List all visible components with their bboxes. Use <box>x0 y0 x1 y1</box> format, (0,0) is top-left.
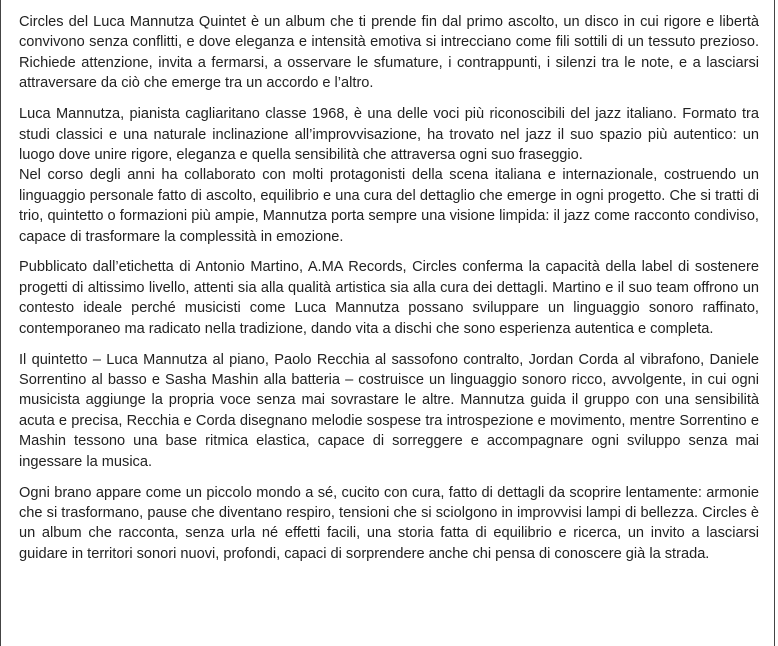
paragraph-biography: Luca Mannutza, pianista cagliaritano classe 1968, è una delle voci più riconoscibili del jazz italiano. Formato tra studi classici e una naturale inclinazione all’improvvisazione, ha trovato nel jazz il suo spazio più autentico: un luogo dove unire rigore, eleganza e quella sensibilità che attraversa ogni suo fraseggio. <box>19 106 759 163</box>
paragraph-tracks: Ogni brano appare come un piccolo mondo a sé, cucito con cura, fatto di dettagli da scoprire lentamente: armonie che si trasformano, pause che diventano respiro, tensioni che si sciolgono in improvvisi lampi di bellezza. Circles è un album che racconta, senza urla né effetti facili, una storia fatta di equilibrio e ricerca, un invito a lasciarsi guidare in territori sonori nuovi, profondi, capaci di sorprendere anche chi pensa di conoscere già la strada. <box>19 484 759 562</box>
paragraph-intro: Circles del Luca Mannutza Quintet è un album che ti prende fin dal primo ascolto, un disco in cui rigore e libertà convivono senza conflitti, e dove eleganza e intensità emotiva si intrecciano come fili sottili di un tessuto prezioso. Richiede attenzione, invita a fermarsi, a osservare le sfumature, i contrappunti, i silenzi tra le note, e a lasciarsi attraversare da ciò che emerge tra un accordo e l’altro. <box>19 14 759 92</box>
article-body <box>19 12 759 575</box>
paragraph-label: Pubblicato dall’etichetta di Antonio Martino, A.MA Records, Circles conferma la capacità della label di sostenere progetti di altissimo livello, attenti sia alla qualità artistica sia alla cura dei dettagli. Martino e il suo team offrono un contesto ideale perché musicisti come Luca Mannutza possano sviluppare un linguaggio sonoro raffinato, contemporaneo ma radicato nella tradizione, dando vita a dischi che sono esperienza autentica e completa. <box>19 259 759 337</box>
paragraph-quintet: Il quintetto – Luca Mannutza al piano, Paolo Recchia al sassofono contralto, Jordan Corda al vibrafono, Daniele Sorrentino al basso e Sasha Mashin alla batteria – costruisce un linguaggio sonoro ricco, avvolgente, in cui ogni musicista aggiunge la propria voce senza mai sovrastare le altre. Mannutza guida il gruppo con una sensibilità acuta e precisa, Recchia e Corda disegnano melodie sospese tra introspezione e movimento, mentre Sorrentino e Mashin tessono una base ritmica elastica, capace di sorreggere e accompagnare ogni sviluppo senza mai ingessare la musica. <box>19 351 759 470</box>
paragraph-collaborations: Nel corso degli anni ha collaborato con molti protagonisti della scena italiana e internazionale, costruendo un linguaggio personale fatto di ascolto, equilibrio e una cura del dettaglio che emerge in ogni progetto. Che si tratti di trio, quintetto o formazioni più ampie, Mannutza porta sempre una visione limpida: il jazz come racconto condiviso, capace di trasformare la complessità in emozione. <box>19 167 759 245</box>
